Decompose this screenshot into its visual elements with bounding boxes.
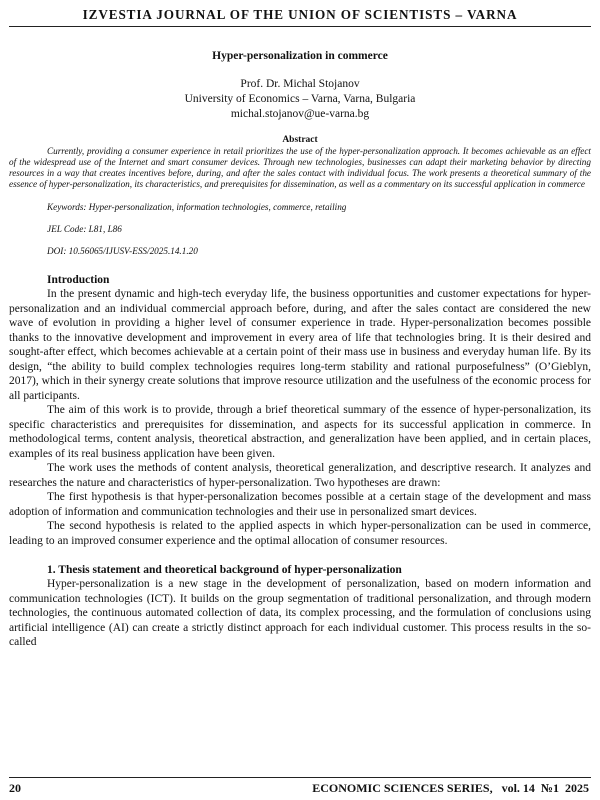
intro-paragraph-3: The work uses the methods of content analysis, theoretical generalization, and descriptive research. It analyzes and researches the nature and characteristics of hyper-personalization. Two hypotheses are drawn: — [9, 462, 591, 489]
introduction-heading: Introduction — [47, 274, 110, 287]
intro-paragraph-4: The first hypothesis is that hyper-personalization becomes possible at a certain stage of the development and mass adoption of information and communication technologies and their use in personalized smart devices. — [9, 491, 591, 518]
intro-paragraph-5: The second hypothesis is related to the applied aspects in which hyper-personalization can be used in commerce, leading to an improved consumer experience and the optimal allocation of consumer resources. — [9, 520, 591, 547]
journal-header: IZVESTIA JOURNAL OF THE UNION OF SCIENTISTS – VARNA — [82, 7, 518, 22]
keywords: Keywords: Hyper-personalization, information technologies, commerce, retailing — [47, 202, 347, 213]
section-1-paragraph: Hyper-personalization is a new stage in the development of personalization, based on modern information and communication technologies (ICT). It builds on the group segmentation of traditional personalization, and through modern technologies, the continuous automated collection of data, its complex processing, and the formulation of conclusions using artificial intelligence (AI) can create a strictly distinct approach for each individual customer. This process results in the so-called — [9, 578, 591, 649]
abstract-heading: Abstract — [282, 135, 318, 145]
abstract-text: Currently, providing a consumer experience in retail prioritizes the use of the hyper-personalization approach. It becomes achievable as an effect of the widespread use of the Internet and smart consumer devices. Through new technologies, businesses can adapt their marketing behavior by directing resources in a way that creates incentives before, during, and after the sales contact with individual focus. The work presents a theoretical summary of the essence of hyper-personalization, its characteristics, and prerequisites for dissemination, as well as a commentary on its successful application in commerce — [9, 146, 591, 190]
jel-code: JEL Code: L81, L86 — [47, 224, 122, 235]
author-block — [9, 77, 591, 122]
intro-paragraph-1: In the present dynamic and high-tech everyday life, the business opportunities and customer expectations for hyper-personalization and an individual commercial approach before, during, and after the sales contact are considered the new wave of evolution in providing a higher level of consumer experience in trade. Hyper-personalization becomes possible thanks to the innovative development and improvement in every area of life that technologies bring. It is their desired and sought-after effect, which becomes achievable at a certain point of their mass use in business and everyday human life. By its design, “the ability to build complex technologies requires long-term stability and rational purposefulness” (O’Gieblyn, 2017), which in their synergy create solutions that improve resource utilization and the usefulness of the economic process for all participants. — [9, 288, 591, 402]
author-name: Prof. Dr. Michal Stojanov — [240, 78, 360, 90]
journal-series: ECONOMIC SCIENCES SERIES, vol. 14 №1 2025 — [312, 781, 589, 795]
author-email: michal.stojanov@ue-varna.bg — [230, 108, 370, 120]
page-footer — [9, 781, 589, 796]
header-rule — [9, 26, 591, 27]
page-number: 20 — [9, 781, 21, 795]
section-1-heading: 1. Thesis statement and theoretical background of hyper-personalization — [47, 564, 402, 577]
intro-paragraph-2: The aim of this work is to provide, through a brief theoretical summary of the essence of hyper-personalization, its specific characteristics and prerequisites for dissemination, and aspects for its successful application in commerce. In methodological terms, content analysis, theoretical abstraction, and generalization have been applied, and in certain places, examples of its real business application have been given. — [9, 404, 591, 460]
paper-title: Hyper-personalization in commerce — [212, 50, 388, 62]
author-affiliation: University of Economics – Varna, Varna, Bulgaria — [184, 93, 416, 105]
footer-rule — [9, 777, 591, 778]
doi: DOI: 10.56065/IJUSV-ESS/2025.14.1.20 — [47, 246, 198, 257]
